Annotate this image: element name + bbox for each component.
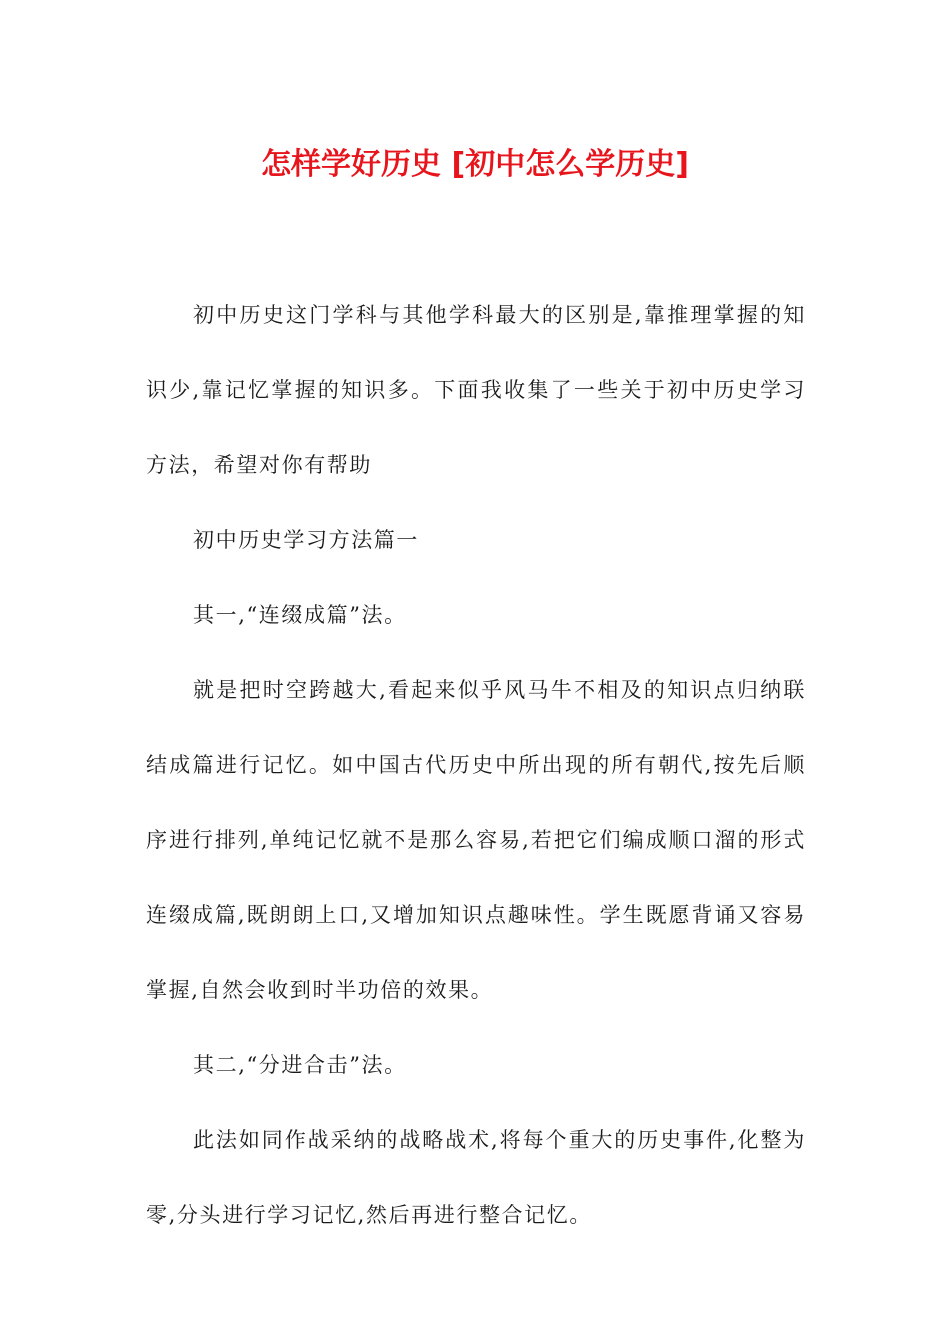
paragraph-intro: 初中历史这门学科与其他学科最大的区别是,靠推理掌握的知识少,靠记忆掌握的知识多。下面我收集了一些关于初中历史学习方法，希望对你有帮助 bbox=[146, 303, 806, 477]
method-two-body: 此法如同作战采纳的战略战术,将每个重大的历史事件,化整为零,分头进行学习记忆,然后再进行整合记忆。 bbox=[146, 1128, 806, 1227]
document-title: 怎样学好历史 [初中怎么学历史] bbox=[261, 147, 689, 182]
method-one-body: 就是把时空跨越大,看起来似乎风马牛不相及的知识点归纳联结成篇进行记忆。如中国古代历史中所出现的所有朝代,按先后顺序进行排列,单纯记忆就不是那么容易,若把它们编成顺口溜的形式连缀成篇,既朗朗上口,又增加知识点趣味性。学生既愿背诵又容易掌握,自然会收到时半功倍的效果。 bbox=[146, 678, 806, 1002]
method-two-heading: 其二,“分进合击”法。 bbox=[193, 1053, 407, 1077]
document-body bbox=[146, 278, 806, 1253]
method-one-heading: 其一,“连缀成篇”法。 bbox=[193, 603, 407, 627]
section-heading: 初中历史学习方法篇一 bbox=[193, 528, 419, 552]
